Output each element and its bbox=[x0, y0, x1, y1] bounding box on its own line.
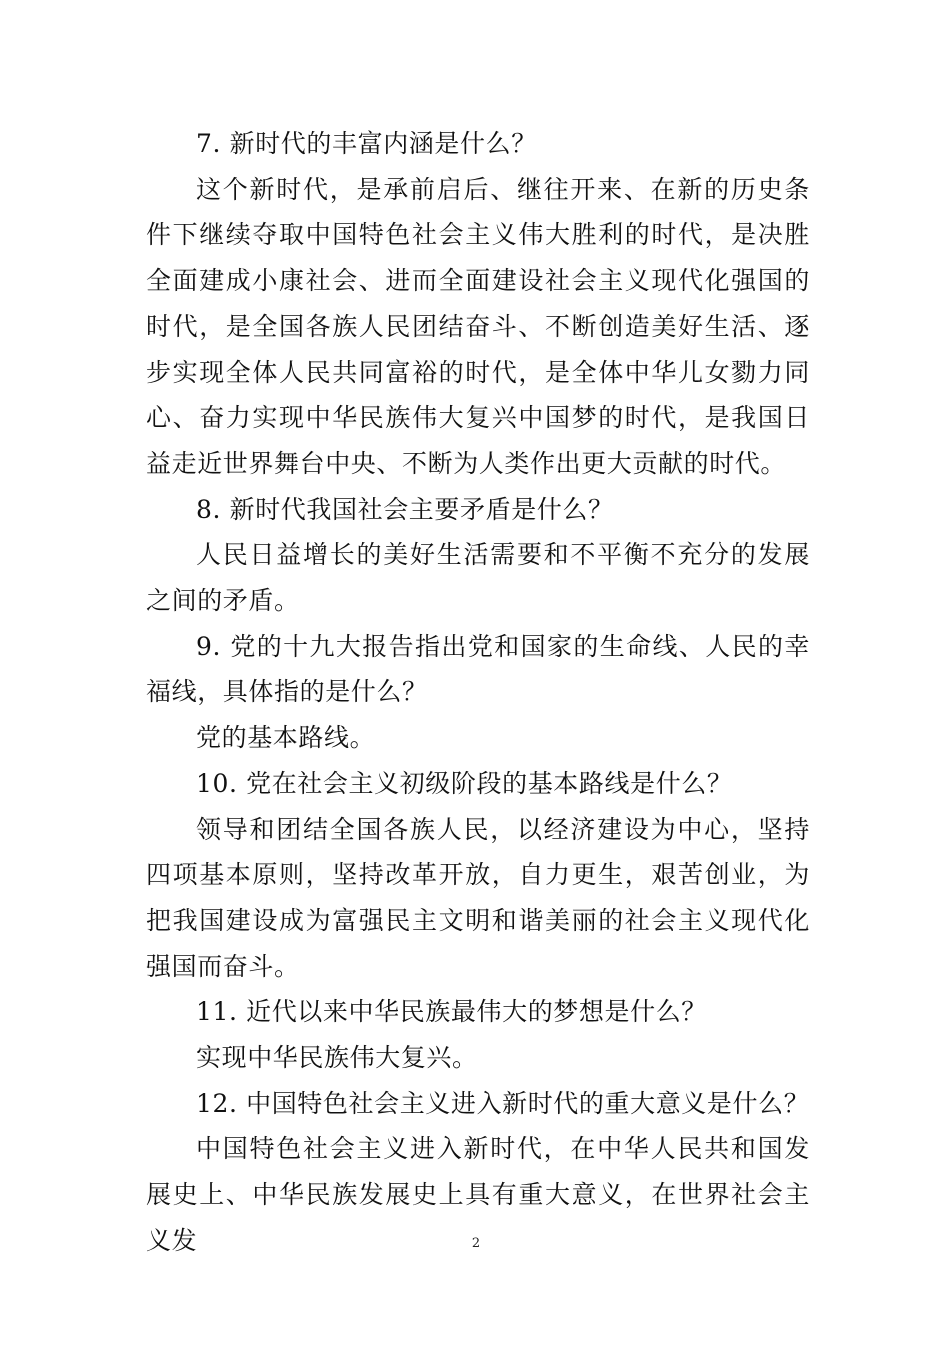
answer-12: 中国特色社会主义进入新时代，在中华人民共和国发展史上、中华民族发展史上具有重大意义，在世界社会主义发 bbox=[146, 1134, 810, 1255]
question-12: 12. 中国特色社会主义进入新时代的重大意义是什么？ bbox=[196, 1088, 810, 1118]
question-11: 11. 近代以来中华民族最伟大的梦想是什么？ bbox=[196, 997, 707, 1027]
page-number: 2 bbox=[471, 1236, 481, 1251]
answer-11: 实现中华民族伟大复兴。 bbox=[196, 1043, 478, 1073]
document-body bbox=[146, 121, 810, 1264]
question-9: 9. 党的十九大报告指出党和国家的生命线、人民的幸福线，具体指的是什么？ bbox=[146, 631, 810, 707]
question-10: 10. 党在社会主义初级阶段的基本路线是什么？ bbox=[196, 768, 733, 798]
question-7: 7. 新时代的丰富内涵是什么？ bbox=[196, 129, 537, 158]
answer-9: 党的基本路线。 bbox=[196, 723, 376, 753]
answer-8: 人民日益增长的美好生活需要和不平衡不充分的发展之间的矛盾。 bbox=[146, 540, 810, 616]
question-8: 8. 新时代我国社会主要矛盾是什么？ bbox=[196, 494, 614, 524]
answer-7: 这个新时代，是承前启后、继往开来、在新的历史条件下继续夺取中国特色社会主义伟大胜利的时代，是决胜全面建成小康社会、进而全面建设社会主义现代化强国的时代，是全国各族人民团结奋斗、不断创造美好生活、逐步实现全体人民共同富裕的时代，是全体中华儿女勠力同心、奋力实现中华民族伟大复兴中国梦的时代，是我国日益走近世界舞台中央、不断为人类作出更大贡献的时代。 bbox=[146, 174, 810, 478]
answer-10: 领导和团结全国各族人民，以经济建设为中心，坚持四项基本原则，坚持改革开放，自力更生，艰苦创业，为把我国建设成为富强民主文明和谐美丽的社会主义现代化强国而奋斗。 bbox=[146, 814, 810, 981]
